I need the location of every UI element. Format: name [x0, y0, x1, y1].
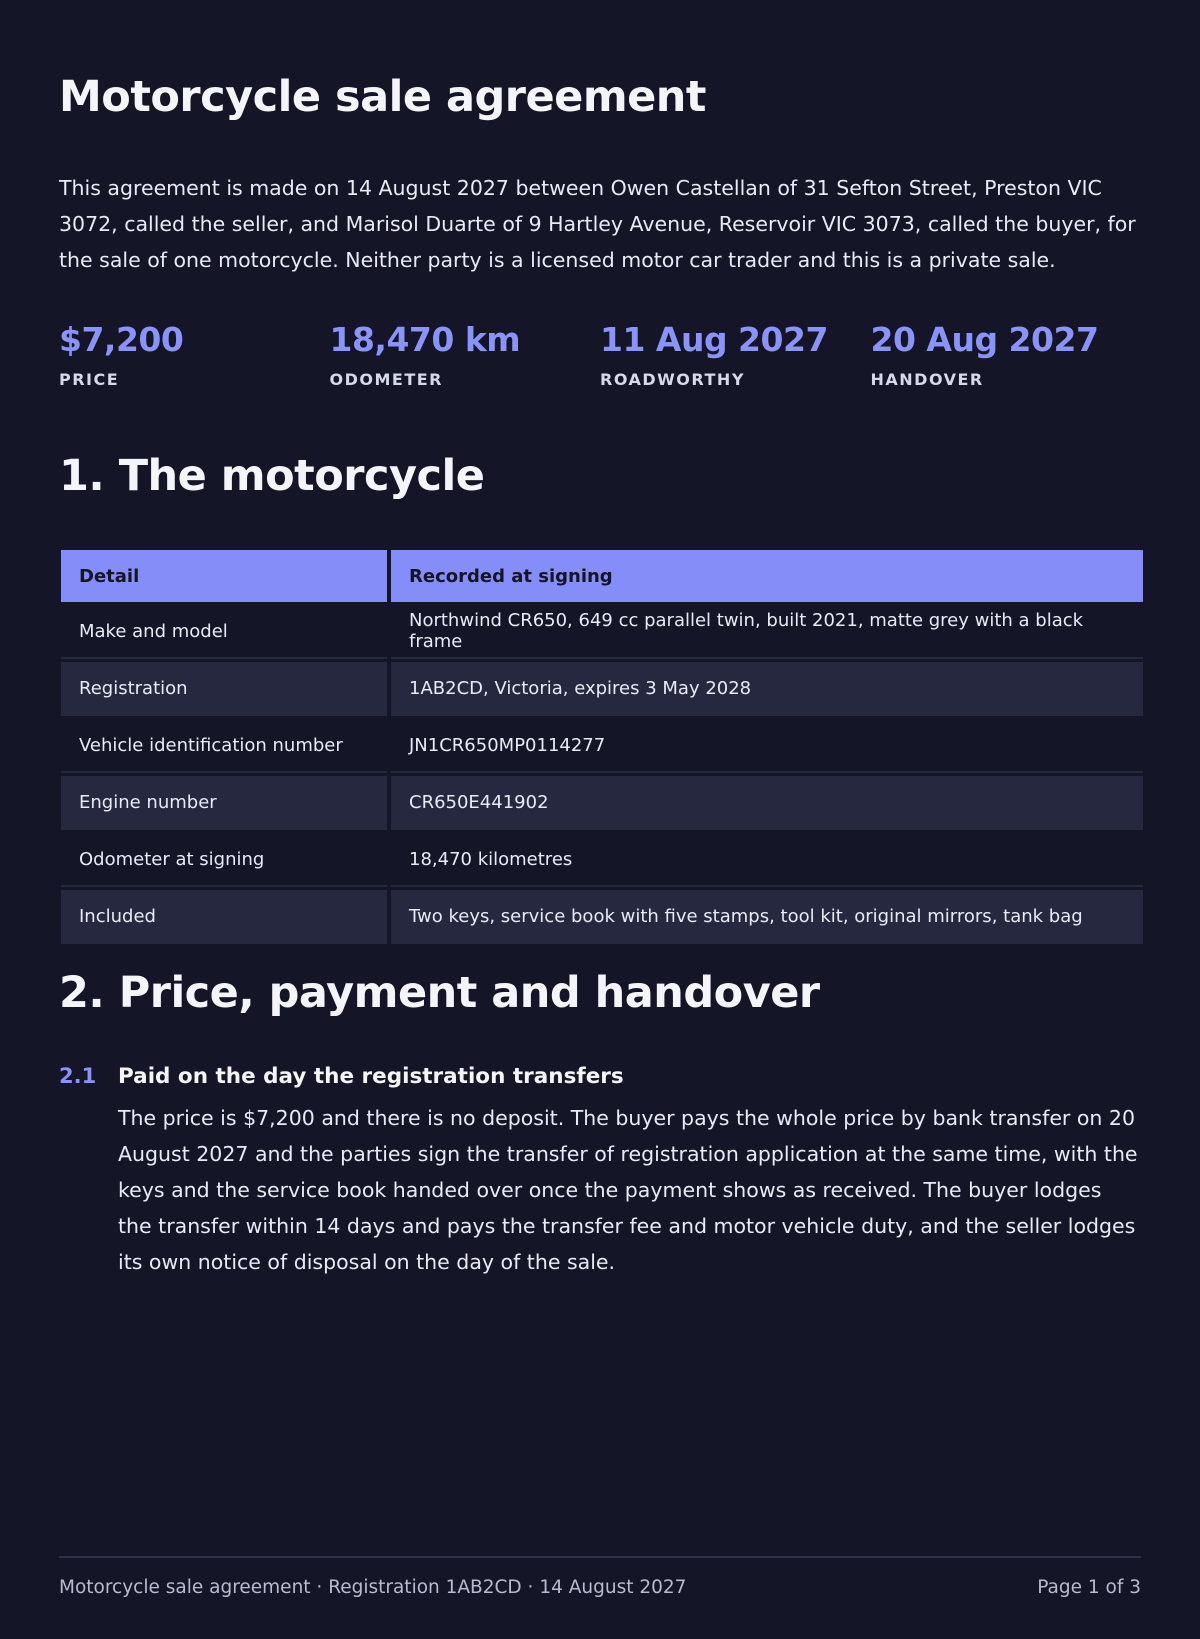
- section-heading-motorcycle: 1. The motorcycle: [59, 451, 485, 501]
- table-cell-value: Northwind CR650, 649 cc parallel twin, built 2021, matte grey with a black frame: [391, 605, 1143, 659]
- table-row: [61, 833, 1143, 887]
- stat-value: 11 Aug 2027: [600, 320, 828, 359]
- column-header-detail: Detail: [61, 550, 387, 602]
- stat-value: 20 Aug 2027: [870, 320, 1099, 359]
- table-cell-value: CR650E441902: [391, 776, 1143, 830]
- footer-document-info: Motorcycle sale agreement · Registration 1AB2CD · 14 August 2027: [59, 1577, 687, 1598]
- table-row: [61, 719, 1143, 773]
- motorcycle-details-table: [57, 547, 1147, 947]
- stat-roadworthy: [600, 318, 871, 389]
- clause-2-1: [59, 1062, 1141, 1280]
- table-row: [61, 662, 1143, 716]
- table-cell-detail: Engine number: [61, 776, 387, 830]
- table-cell-value: JN1CR650MP0114277: [391, 719, 1143, 773]
- footer-divider: [59, 1556, 1141, 1558]
- footer-page-number: Page 1 of 3: [1037, 1577, 1141, 1598]
- table-cell-value: 18,470 kilometres: [391, 833, 1143, 887]
- table-row: [61, 605, 1143, 659]
- stat-label: ROADWORTHY: [600, 370, 745, 389]
- table-cell-value: Two keys, service book with five stamps, tool kit, original mirrors, tank bag: [391, 890, 1143, 944]
- intro-paragraph: This agreement is made on 14 August 2027 between Owen Castellan of 31 Sefton Street, Preston VIC 3072, called the seller, and Marisol Duarte of 9 Hartley Avenue, Reservoir VIC 3073, called the buyer, for the sale of one motorcycle. Neither party is a licensed motor car trader and this is a private sale.: [59, 176, 1136, 272]
- stat-label: ODOMETER: [329, 370, 443, 389]
- stat-label: PRICE: [59, 370, 120, 389]
- clause-title: Paid on the day the registration transfers: [118, 1064, 624, 1089]
- table-cell-detail: Vehicle identification number: [61, 719, 387, 773]
- document-title: Motorcycle sale agreement: [59, 72, 706, 122]
- section-heading-price: 2. Price, payment and handover: [59, 968, 820, 1018]
- table-cell-detail: Registration: [61, 662, 387, 716]
- key-figures: [59, 318, 1141, 389]
- stat-handover: [871, 318, 1142, 389]
- table-header-row: [61, 550, 1143, 602]
- stat-label: HANDOVER: [870, 370, 984, 389]
- table-cell-detail: Make and model: [61, 605, 387, 659]
- table-cell-detail: Odometer at signing: [61, 833, 387, 887]
- stat-price: [59, 318, 330, 389]
- clause-body: The price is $7,200 and there is no deposit. The buyer pays the whole price by bank transfer on 20 August 2027 and the parties sign the transfer of registration application at the same time, with the keys and the service book handed over once the payment shows as received. The buyer lodges the transfer within 14 days and pays the transfer fee and motor vehicle duty, and the seller lodges its own notice of disposal on the day of the sale.: [118, 1106, 1138, 1274]
- table-cell-value: 1AB2CD, Victoria, expires 3 May 2028: [391, 662, 1143, 716]
- stat-odometer: [330, 318, 601, 389]
- table-row: [61, 890, 1143, 944]
- clause-number: 2.1: [59, 1064, 97, 1088]
- stat-value: 18,470 km: [329, 320, 521, 359]
- column-header-recorded: Recorded at signing: [391, 550, 1143, 602]
- table-row: [61, 776, 1143, 830]
- stat-value: $7,200: [59, 320, 184, 359]
- table-cell-detail: Included: [61, 890, 387, 944]
